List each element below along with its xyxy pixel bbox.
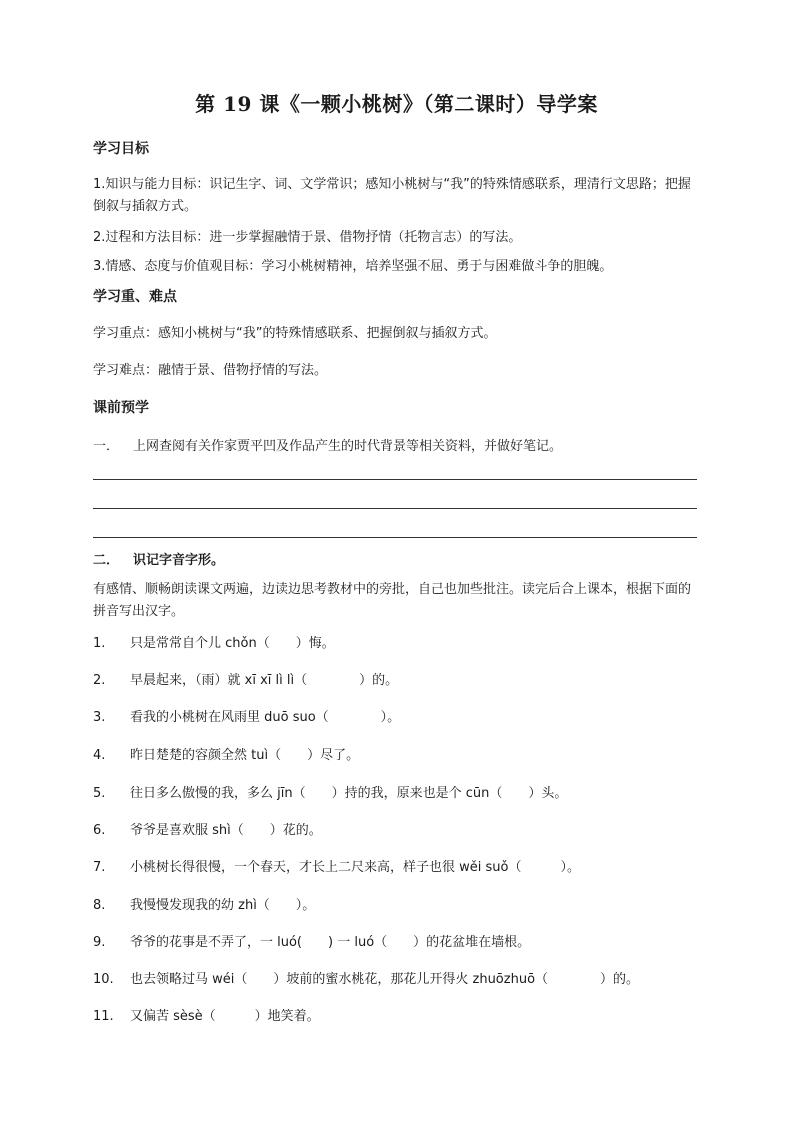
page-title: 第 19 课《一颗小桃树》（第二课时）导学案 xyxy=(195,92,598,116)
task-text: 识记字音字形。 xyxy=(133,553,225,568)
exercise-text: 又偏苦 sèsè（ ）地笑着。 xyxy=(130,1009,320,1024)
keypoints-heading: 学习重、难点 xyxy=(93,289,177,305)
preview-task-2 xyxy=(93,551,224,571)
goal-2: 2.过程和方法目标：进一步掌握融情于景、借物抒情（托物言志）的写法。 xyxy=(93,230,522,245)
exercise-number: 9. xyxy=(93,935,106,950)
exercise-item xyxy=(93,1007,320,1027)
exercise-item xyxy=(93,784,567,804)
task-2-instruction: 有感情、顺畅朗读课文两遍，边读边思考教材中的旁批，自己也加些批注。读完后合上课本，根据下面的拼音写出汉字。 xyxy=(93,582,692,619)
exercise-number: 6. xyxy=(93,823,106,838)
exercise-item xyxy=(93,821,322,841)
key-difficulty: 学习难点：融情于景、借物抒情的写法。 xyxy=(93,363,328,378)
goal-1: 1.知识与能力目标：识记生字、词、文学常识；感知小桃树与“我”的特殊情感联系，理清行文思路；把握倒叙与插叙方式。 xyxy=(93,177,691,214)
exercise-number: 1. xyxy=(93,636,106,651)
exercise-item xyxy=(93,671,398,691)
exercise-item xyxy=(93,970,639,990)
exercise-number: 4. xyxy=(93,748,106,763)
task-text: 上网查阅有关作家贾平凹及作品产生的时代背景等相关资料，并做好笔记。 xyxy=(133,439,563,454)
answer-line[interactable] xyxy=(93,508,697,509)
exercise-number: 5. xyxy=(93,786,106,801)
goals-heading: 学习目标 xyxy=(93,141,149,157)
exercise-text: 也去领略过马 wéi（ ）坡前的蜜水桃花，那花儿开得火 zhuōzhuō（ ）的。 xyxy=(130,972,640,987)
exercise-text: 小桃树长得很慢，一个春天，才长上二尺来高，样子也很 wěi suǒ（ ）。 xyxy=(130,860,580,875)
exercise-number: 3. xyxy=(93,710,106,725)
exercise-text: 爷爷是喜欢服 shì（ ）花的。 xyxy=(130,823,322,838)
exercise-text: 爷爷的花事是不弄了，一 luó( ) 一 luó（ ）的花盆堆在墙根。 xyxy=(130,935,531,950)
preview-heading: 课前预学 xyxy=(93,400,149,416)
exercise-item xyxy=(93,896,315,916)
answer-line[interactable] xyxy=(93,479,697,480)
exercise-text: 往日多么傲慢的我，多么 jīn（ ）持的我，原来也是个 cūn（ ）头。 xyxy=(130,786,568,801)
exercise-text: 昨日楚楚的容颜全然 tuì（ ）尽了。 xyxy=(130,748,360,763)
key-focus: 学习重点：感知小桃树与“我”的特殊情感联系、把握倒叙与插叙方式。 xyxy=(93,326,497,341)
preview-task-1 xyxy=(93,437,562,457)
exercise-item xyxy=(93,634,335,654)
exercise-item xyxy=(93,933,530,953)
exercise-text: 看我的小桃树在风雨里 duō suo（ ）。 xyxy=(130,710,401,725)
task-number: 二． xyxy=(93,553,120,568)
exercise-item xyxy=(93,746,359,766)
exercise-number: 10. xyxy=(93,972,114,987)
exercise-text: 只是常常自个儿 chǒn（ ）悔。 xyxy=(130,636,335,651)
exercise-number: 2. xyxy=(93,673,106,688)
exercise-number: 7. xyxy=(93,860,106,875)
exercise-number: 8. xyxy=(93,898,106,913)
exercise-text: 我慢慢发现我的幼 zhì（ ）。 xyxy=(130,898,316,913)
exercise-item xyxy=(93,858,580,878)
answer-line[interactable] xyxy=(93,537,697,538)
goal-3: 3.情感、态度与价值观目标：学习小桃树精神，培养坚强不屈、勇于与困难做斗争的胆魄。 xyxy=(93,259,613,274)
task-number: 一． xyxy=(93,439,120,454)
exercise-number: 11. xyxy=(93,1009,114,1024)
exercise-item xyxy=(93,708,400,728)
exercise-text: 早晨起来，（雨）就 xī xī lì lì（ ）的。 xyxy=(130,673,399,688)
